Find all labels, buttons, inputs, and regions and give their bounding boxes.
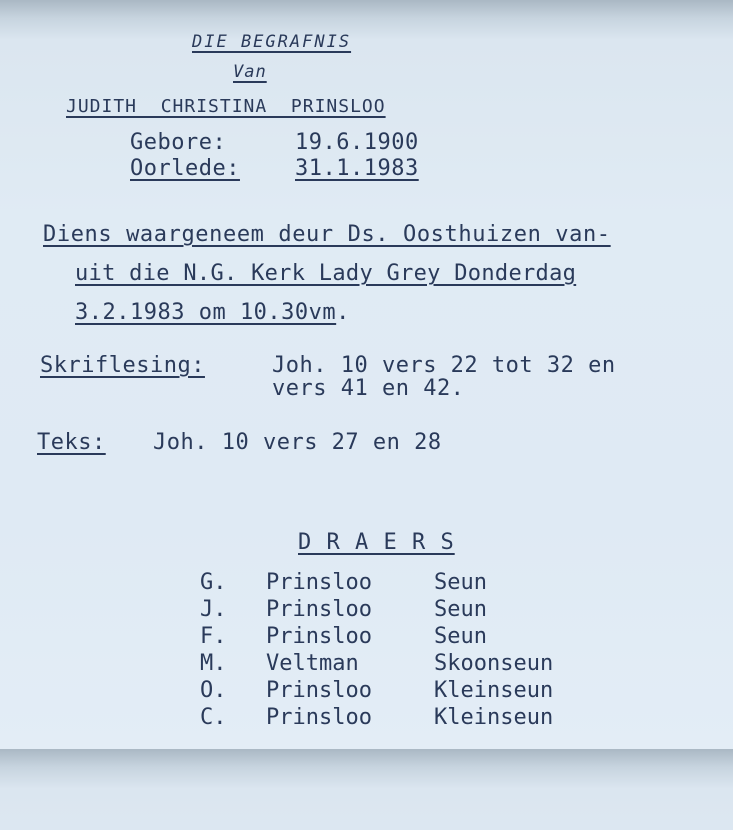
bearers-title: D R A E R S bbox=[298, 530, 455, 555]
text-value: Joh. 10 vers 27 en 28 bbox=[153, 430, 442, 455]
bearer-initial: F. bbox=[200, 624, 227, 649]
reading-line-2: vers 41 en 42. bbox=[272, 376, 465, 401]
bearer-initial: O. bbox=[200, 678, 227, 703]
text-label: Teks: bbox=[37, 430, 106, 455]
bearer-surname: Prinsloo bbox=[266, 597, 372, 622]
bearer-surname: Prinsloo bbox=[266, 678, 372, 703]
bearer-initial: J. bbox=[200, 597, 227, 622]
service-line-1: Diens waargeneem deur Ds. Oosthuizen van- bbox=[43, 222, 611, 247]
bearer-surname: Prinsloo bbox=[266, 624, 372, 649]
bearer-surname: Prinsloo bbox=[266, 570, 372, 595]
bearer-initial: M. bbox=[200, 651, 227, 676]
service-line-3: 3.2.1983 om 10.30vm. bbox=[75, 300, 350, 325]
reading-line-1: Joh. 10 vers 22 tot 32 en bbox=[272, 353, 616, 378]
died-value: 31.1.1983 bbox=[295, 156, 419, 181]
service-line-2: uit die N.G. Kerk Lady Grey Donderdag bbox=[75, 261, 577, 286]
bearer-relation: Kleinseun bbox=[434, 705, 554, 730]
bearer-row bbox=[200, 705, 554, 830]
bearer-initial: G. bbox=[200, 570, 227, 595]
heading-title: DIE BEGRAFNIS bbox=[192, 32, 352, 52]
bearer-surname: Veltman bbox=[266, 651, 359, 676]
bearer-initial: C. bbox=[200, 705, 227, 730]
deceased-name: JUDITH CHRISTINA PRINSLOO bbox=[66, 96, 386, 117]
born-value: 19.6.1900 bbox=[295, 130, 419, 155]
reading-label: Skriflesing: bbox=[40, 353, 205, 378]
heading-van: Van bbox=[233, 62, 267, 82]
bearer-relation: Seun bbox=[434, 570, 487, 595]
bearer-surname: Prinsloo bbox=[266, 705, 372, 730]
bearer-relation: Seun bbox=[434, 624, 487, 649]
service-date: 3.2.1983 om 10.30vm bbox=[75, 300, 337, 325]
bearer-relation: Skoonseun bbox=[434, 651, 554, 676]
bearer-relation: Seun bbox=[434, 597, 487, 622]
bearer-relation: Kleinseun bbox=[434, 678, 554, 703]
died-label: Oorlede: bbox=[130, 156, 240, 181]
born-label: Gebore: bbox=[130, 130, 227, 155]
